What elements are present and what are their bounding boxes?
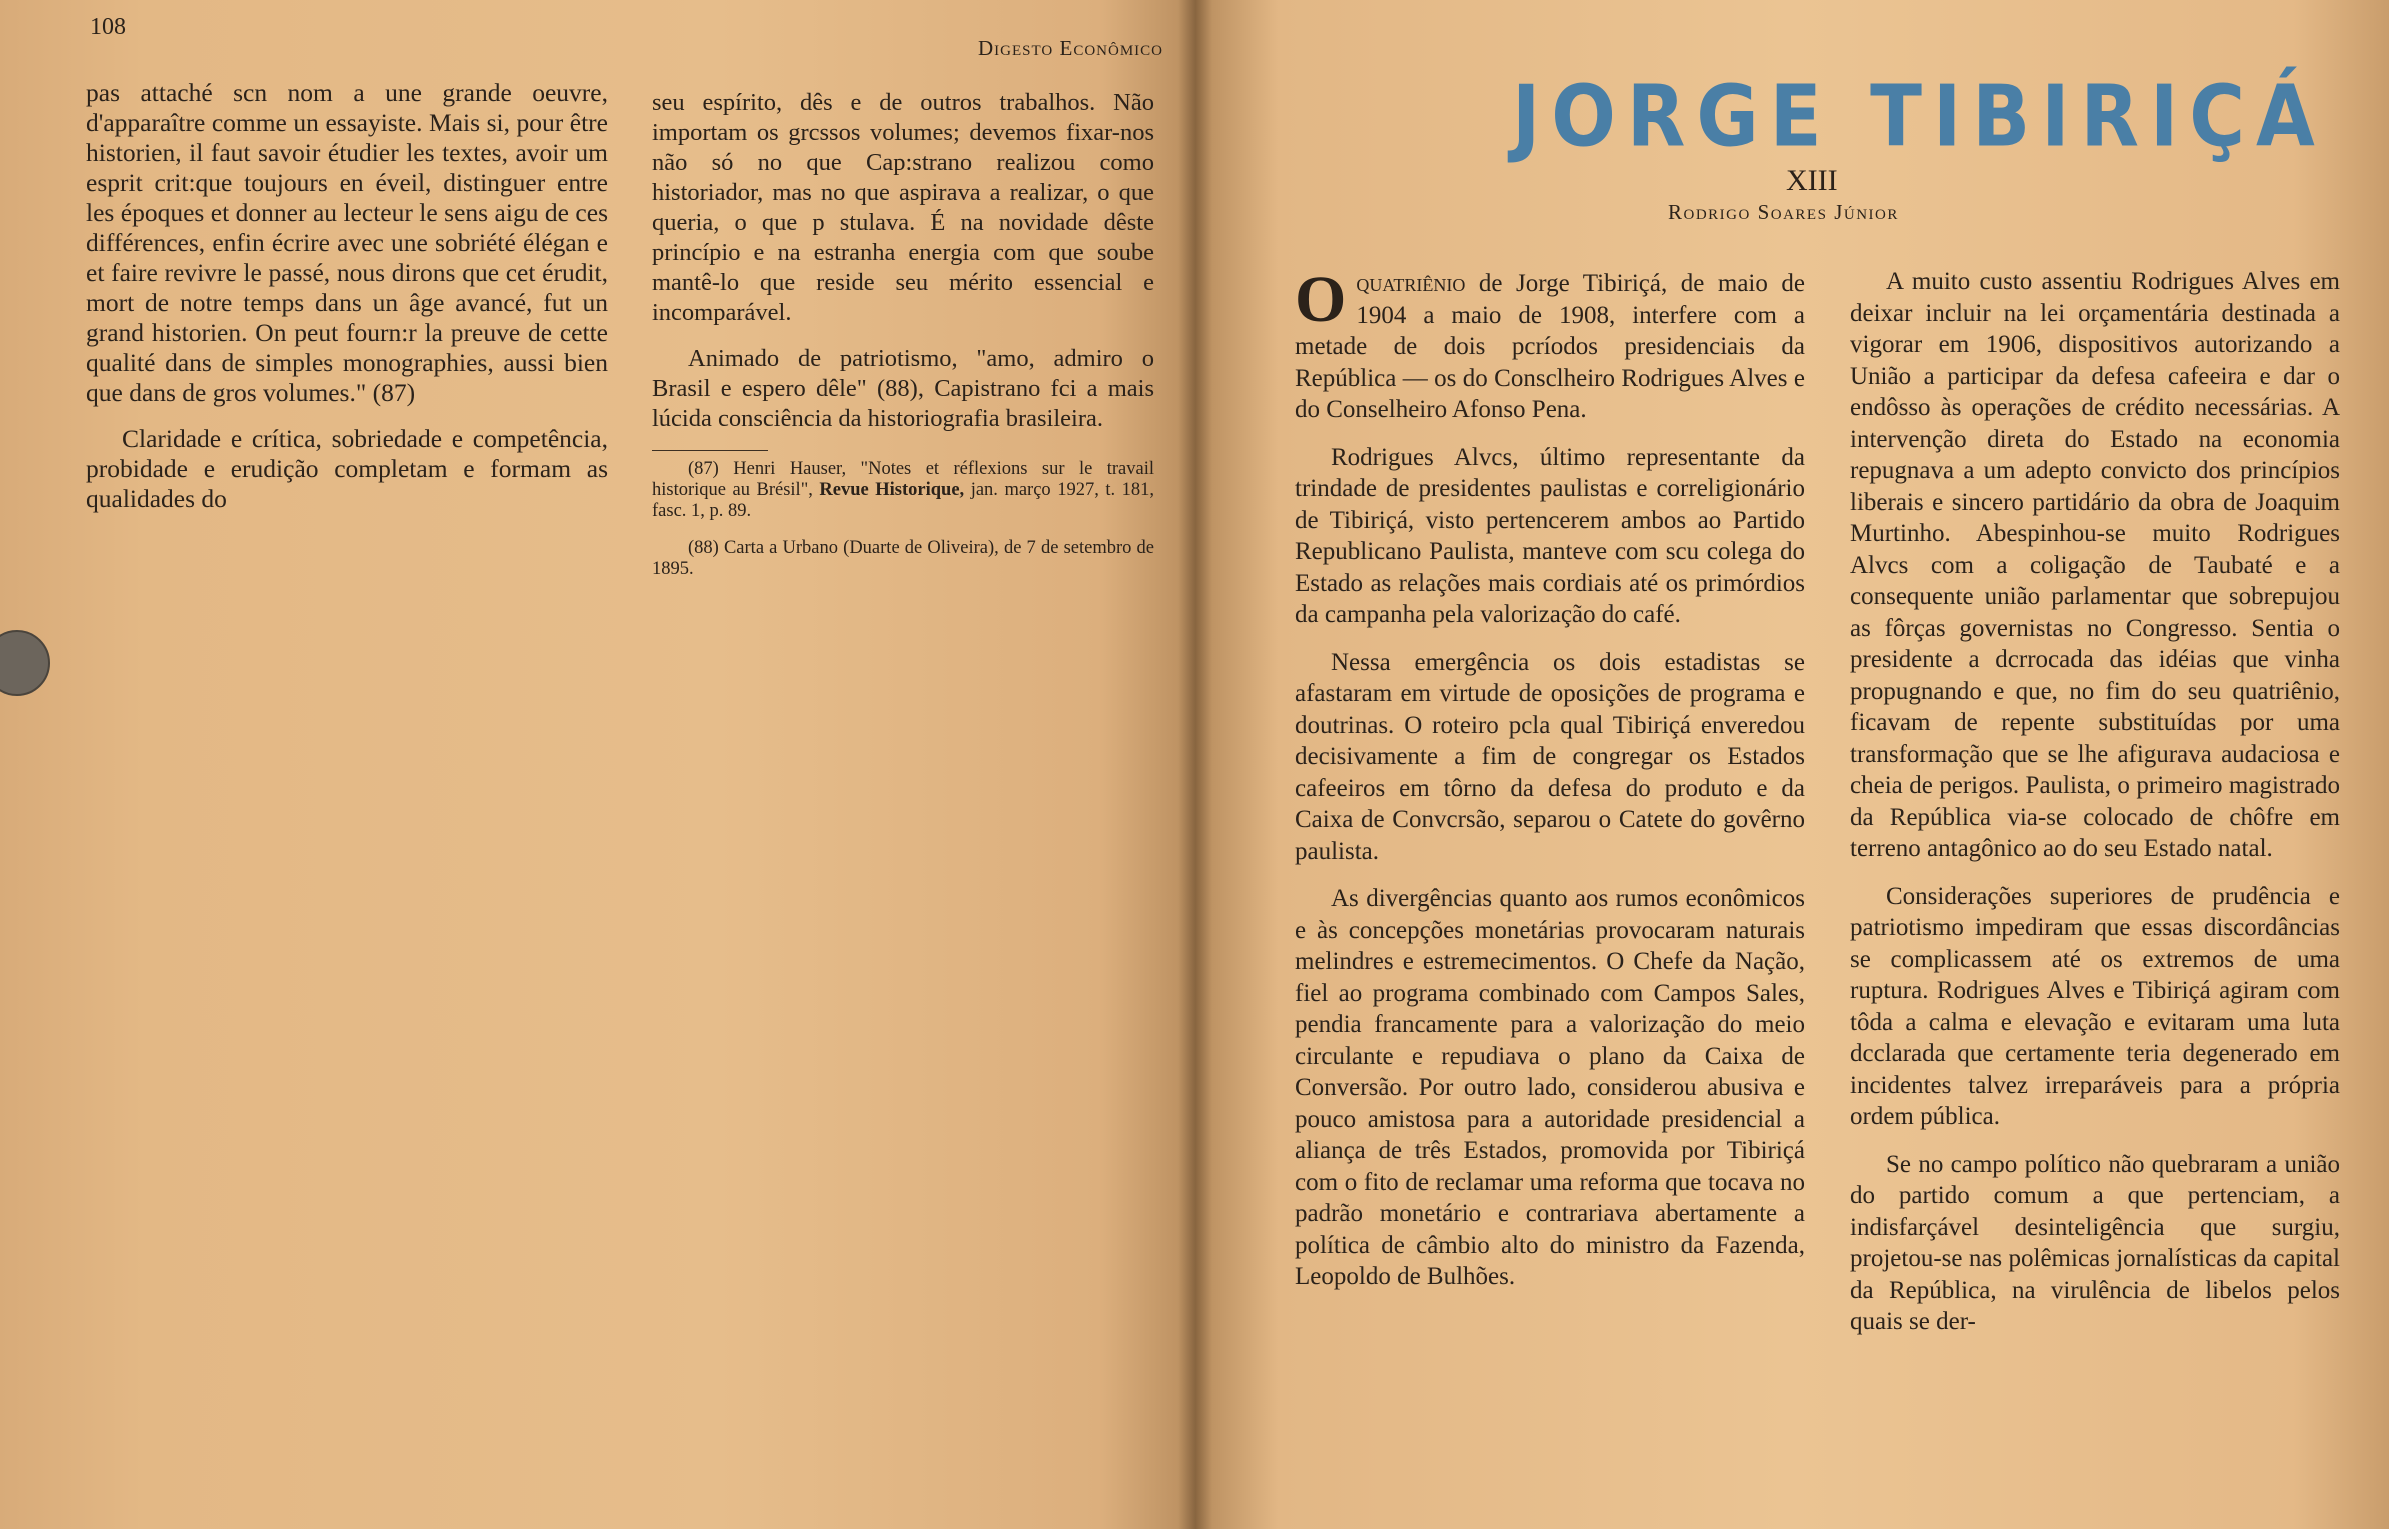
- paragraph: Rodrigues Alvcs, último representante da trindade de presidentes paulistas e correligionário de Tibiriçá, visto pertencerem ambos ao Partido Republicano Paulista, manteve com scu colega do Estado as relações mais cordiais até os primórdios da campanha pela valorização do café.: [1295, 443, 1805, 628]
- paragraph: seu espírito, dês e de outros trabalhos. Não importam os grcssos volumes; devemos fixar-nos não só no que Cap:strano realizou como historiador, mas no que aspirava a realizar, o que queria, o que p stulava. É na novidade dêste princípio e na estranha energia com que soube mantê-lo que reside seu mérito essencial e incomparável.: [652, 89, 1154, 326]
- paragraph: Animado de patriotismo, "amo, admiro o Brasil e espero dêle" (88), Capistrano fci a mais lúcida consciência da historiografia brasileira.: [652, 345, 1154, 432]
- paragraph: Considerações superiores de prudência e patriotismo impediram que essas discordâncias se complicassem até os extremos de uma ruptura. Rodrigues Alves e Tibiriçá agiram com tôda a calma e elevação e evitaram uma luta dcclarada que certamente teria degenerado em incidentes talvez irreparáveis para a própria ordem pública.: [1850, 882, 2340, 1130]
- left-column-a: [86, 78, 608, 530]
- right-column-b: [1850, 266, 2340, 1354]
- author-byline: Rodrigo Soares Júnior: [1668, 200, 1899, 224]
- footnote-source: Revue Historique,: [819, 480, 965, 500]
- paragraph: pas attaché scn nom a une grande oeuvre, d'apparaître comme un essayiste. Mais si, pour être historien, il faut savoir étudier les textes, avoir um esprit crit:que toujours en éveil, distinguer entre les époques et donner au lecteur le sens aigu de ces différences, enfin écrire avec une sobriété élégan e et faire revivre le passé, nous dirons que cet érudit, mort de notre temps dans un âge avancé, fut un grand historien. On peut fourn:r la preuve de cette qualité dans de simples monographies, aussi bien que dans de gros volumes." (87): [86, 78, 608, 407]
- footnote-text: (88) Carta a Urbano (Duarte de Oliveira), de 7 de setembro de 1895.: [652, 538, 1154, 579]
- article-headline: JORGE TIBIRIÇÁ: [1512, 66, 2326, 166]
- lead-smallcaps: quatriênio: [1356, 270, 1466, 297]
- chapter-number: XIII: [1786, 164, 1838, 197]
- running-head: Digesto Econômico: [978, 36, 1163, 60]
- footnote-87: [652, 459, 1154, 522]
- book-gutter: [1178, 0, 1212, 1529]
- binding-hole: [0, 630, 50, 696]
- paragraph: As divergências quanto aos rumos econômicos e às concepções monetárias provocaram naturais melindres e estremecimentos. O Chefe da Nação, fiel ao programa combinado com Campos Sales, pendia francamente para a valorização do meio circulante e repudiava o plano da Caixa de Conversão. Por outro lado, considerou abusiva e pouco amistosa para a autoridade presidencial a aliança de três Estados, promovida por Tibiriçá com o fito de reclamar uma reforma que tocava no padrão monetário e contrariava abertamente a política de câmbio alto do ministro da Fazenda, Leopoldo de Bulhões.: [1295, 885, 1805, 1290]
- footnote-divider: [652, 450, 768, 451]
- drop-cap: O: [1295, 263, 1347, 336]
- footnote-text: jan. março 1927, t. 181, fasc. 1, p. 89.: [652, 480, 1155, 521]
- paragraph: Claridade e crítica, sobriedade e competência, probidade e erudição completam e formam as qualidades do: [86, 424, 608, 513]
- footnote-text: (87) Henri Hauser, "Notes et réflexions sur le travail historique au Brésil",: [652, 459, 1154, 500]
- page-number: 108: [90, 14, 126, 40]
- lead-text: de Jorge Tibiriçá, de maio de 1904 a maio de 1908, interfere com a metade de dois pcríodos presidenciais da República — os do Consclheiro Rodrigues Alves e do Conselheiro Afonso Pena.: [1295, 270, 1805, 423]
- footnote-88: [652, 538, 1154, 580]
- paragraph: Se no campo político não quebraram a união do partido comum a que pertenciam, a indisfarçável desinteligência que surgiu, projetou-se nas polêmicas jornalísticas da capital da República, na virulência de libelos pelos quais se der-: [1850, 1150, 2340, 1335]
- right-column-a: [1295, 263, 1805, 1309]
- paragraph: Nessa emergência os dois estadistas se afastaram em virtude de oposições de programa e doutrinas. O roteiro pcla qual Tibiriçá enveredou decisivamente a fim de congregar os Estados cafeeiros em tôrno da defesa do produto e da Caixa de Convcrsão, separou o Catete do govêrno paulista.: [1295, 648, 1805, 865]
- lead-paragraph: [1295, 263, 1805, 426]
- paragraph: A muito custo assentiu Rodrigues Alves em deixar incluir na lei orçamentária destinada a vigorar em 1906, dispositivos autorizando a União a participar da defesa cafeeira e dar o endôsso às operações de crédito necessárias. A intervenção direta do Estado na economia repugnava a um adepto convicto dos princípios liberais e sincero partidário da obra de Joaquim Murtinho. Abespinhou-se muito Rodrigues Alvcs com a coligação de Taubaté e a consequente união parlamentar que sobrepujou as fôrças governistas no Congresso. Sentia o presidente a dcrrocada das idéias que vinha propugnando e que, no fim do seu quatriênio, ficavam de repente substituídas por uma transformação que se lhe afigurava audaciosa e cheia de perigos. Paulista, o primeiro magistrado da República via-se colocado de chôfre em terreno antagônico ao do seu Estado natal.: [1850, 268, 2340, 862]
- left-column-b: [652, 88, 1154, 596]
